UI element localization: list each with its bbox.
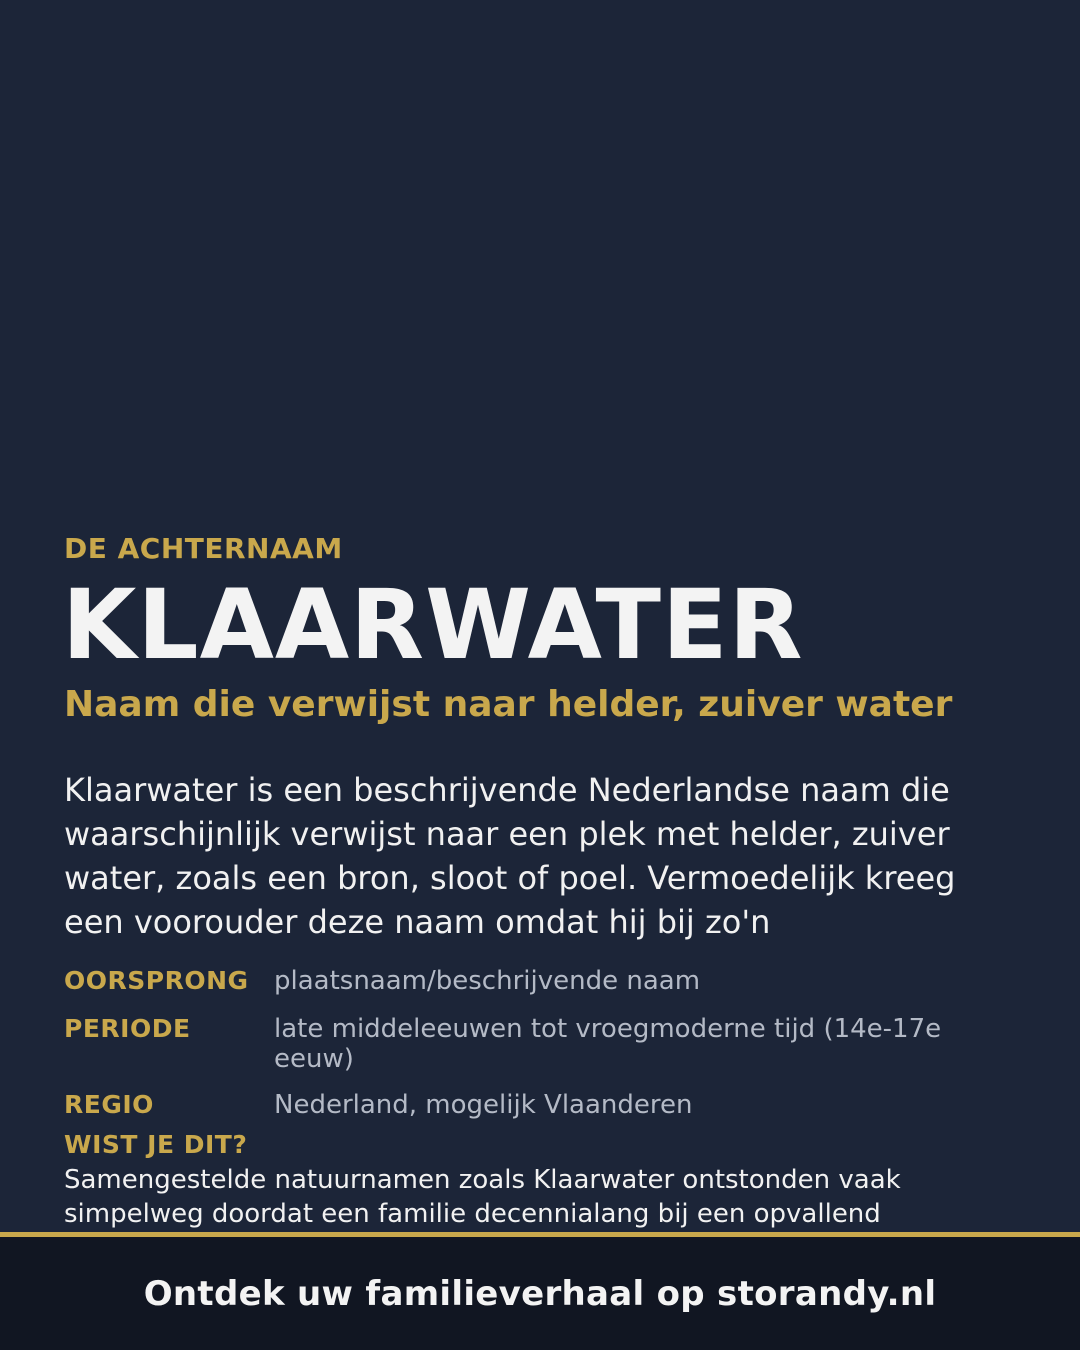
- fact-label: PERIODE: [64, 1014, 191, 1043]
- fact-value: Nederland, mogelijk Vlaanderen: [274, 1090, 693, 1120]
- fact-label: REGIO: [64, 1090, 154, 1119]
- did-you-know-label: WIST JE DIT?: [64, 1130, 248, 1159]
- surname-title: KLAARWATER: [62, 569, 804, 681]
- surname-description: Klaarwater is een beschrijvende Nederlandse naam die waarschijnlijk verwijst naar een plek met helder, zuiver water, zoals een bron, sloot of poel. Vermoedelijk kreeg een voorouder deze naam omdat hij bij zo'n: [64, 771, 956, 941]
- surname-meaning: Naam die verwijst naar helder, zuiver water: [64, 684, 953, 725]
- fact-row-period: [64, 1012, 1016, 1074]
- footer-cta-link[interactable]: Ontdek uw familieverhaal op storandy.nl: [143, 1273, 937, 1314]
- fact-row-origin: [64, 964, 1016, 998]
- did-you-know-text: Samengestelde natuurnamen zoals Klaarwater ontstonden vaak simpelweg doordat een familie decennialang bij een opvallend: [64, 1165, 901, 1229]
- footer-banner: [0, 1232, 1080, 1350]
- fact-row-region: [64, 1088, 1016, 1122]
- fact-value: plaatsnaam/beschrijvende naam: [274, 966, 701, 996]
- eyebrow-label: DE ACHTERNAAM: [64, 532, 343, 565]
- facts-list: [64, 964, 1016, 1136]
- fact-value: late middeleeuwen tot vroegmoderne tijd (14e-17e eeuw): [274, 1014, 942, 1074]
- fact-label: OORSPRONG: [64, 966, 249, 995]
